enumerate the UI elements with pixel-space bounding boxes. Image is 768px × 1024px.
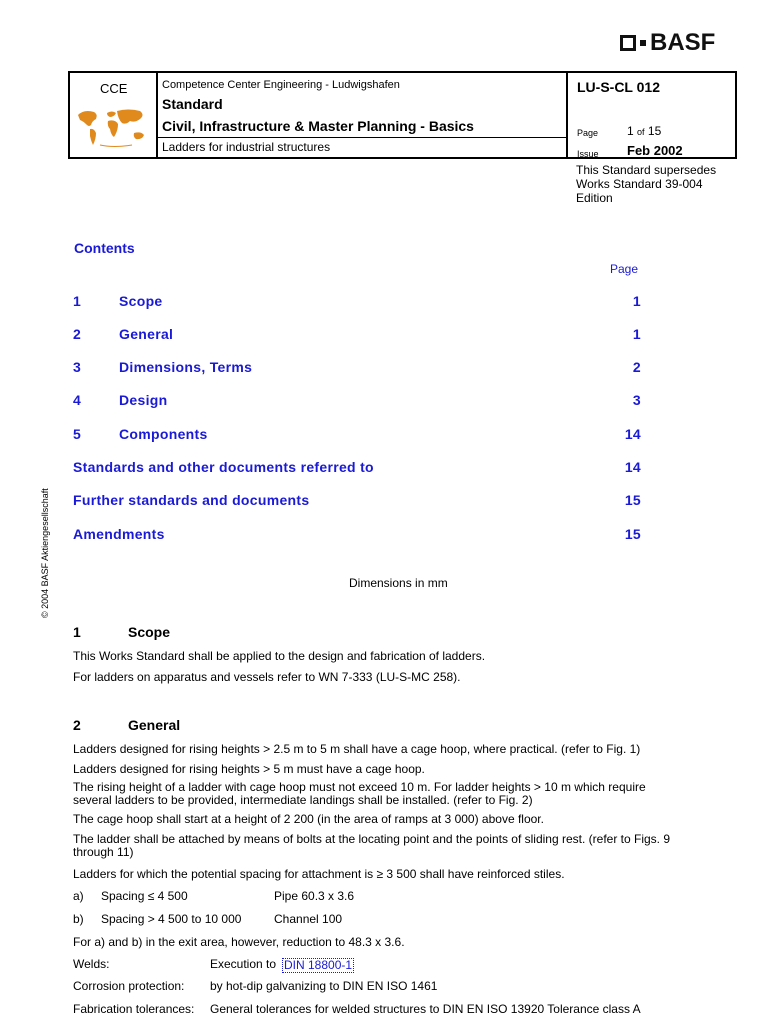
section-heading-general: 2 General: [73, 717, 181, 733]
din-18800-link[interactable]: DIN 18800-1: [284, 958, 353, 972]
section-heading-scope: 1 Scope: [73, 624, 171, 640]
world-map-icon: [74, 105, 152, 151]
toc-item-design[interactable]: 4 Design 3: [73, 392, 641, 408]
dimensions-note: Dimensions in mm: [349, 576, 448, 590]
copyright-notice: © 2004 BASF Aktiengesellschaft: [40, 488, 50, 618]
logo-square-icon: [620, 35, 636, 51]
logo-text: BASF: [650, 29, 716, 56]
toc-item-components[interactable]: 5 Components 14: [73, 426, 641, 442]
toc-item-standards-referred[interactable]: Standards and other documents referred to 14: [73, 459, 641, 475]
general-paragraph-4: The cage hoop shall start at a height of 2 200 (in the area of ramps at 3 000) above floor.: [73, 812, 544, 826]
page-indicator: 1 of 15: [627, 124, 662, 138]
basf-logo: [620, 30, 715, 56]
scope-paragraph-2: For ladders on apparatus and vessels refer to WN 7-333 (LU-S-MC 258).: [73, 670, 461, 684]
page-label: Page: [577, 128, 599, 138]
general-paragraph-6: Ladders for which the potential spacing for attachment is ≥ 3 500 shall have reinforced stiles.: [73, 867, 565, 881]
toc-item-general[interactable]: 2 General 1: [73, 326, 641, 342]
general-paragraph-7: For a) and b) in the exit area, however, reduction to 48.3 x 3.6.: [73, 935, 405, 949]
document-type: Standard: [162, 96, 223, 112]
issue-label: Issue: [577, 149, 599, 159]
toc-item-scope[interactable]: 1 Scope 1: [73, 293, 641, 309]
toc-item-dimensions[interactable]: 3 Dimensions, Terms 2: [73, 359, 641, 375]
toc-item-further-standards[interactable]: Further standards and documents 15: [73, 492, 641, 508]
contents-title: Contents: [74, 240, 135, 256]
toc-item-amendments[interactable]: Amendments 15: [73, 526, 641, 542]
general-paragraph-5: The ladder shall be attached by means of bolts at the locating point and the points of sliding rest. (refer to Figs. 9 through 11): [73, 832, 671, 859]
general-paragraph-1: Ladders designed for rising heights > 2.5 m to 5 m shall have a cage hoop, where practical. (refer to Fig. 1): [73, 742, 641, 756]
scope-paragraph-1: This Works Standard shall be applied to the design and fabrication of ladders.: [73, 649, 486, 663]
center-name: Competence Center Engineering - Ludwigshafen: [162, 79, 400, 91]
general-paragraph-2: Ladders designed for rising heights > 5 m must have a cage hoop.: [73, 762, 425, 776]
document-subtitle: Ladders for industrial structures: [162, 140, 331, 154]
contents-page-header: Page: [610, 262, 639, 276]
dept-code: CCE: [100, 81, 128, 96]
issue-date: Feb 2002: [627, 143, 683, 158]
document-header: [68, 71, 737, 159]
logo-dot-icon: [640, 40, 646, 46]
document-number: LU-S-CL 012: [577, 79, 660, 95]
supersede-note: This Standard supersedes Works Standard 39-004 Edition: [576, 163, 717, 205]
document-title: Civil, Infrastructure & Master Planning - Basics: [162, 118, 474, 134]
general-paragraph-3: The rising height of a ladder with cage hoop must not exceed 10 m. For ladder heights > 10 m which require several ladders to be provided, intermediate landings shall be installed. (refer to Fig. 2): [73, 780, 646, 807]
